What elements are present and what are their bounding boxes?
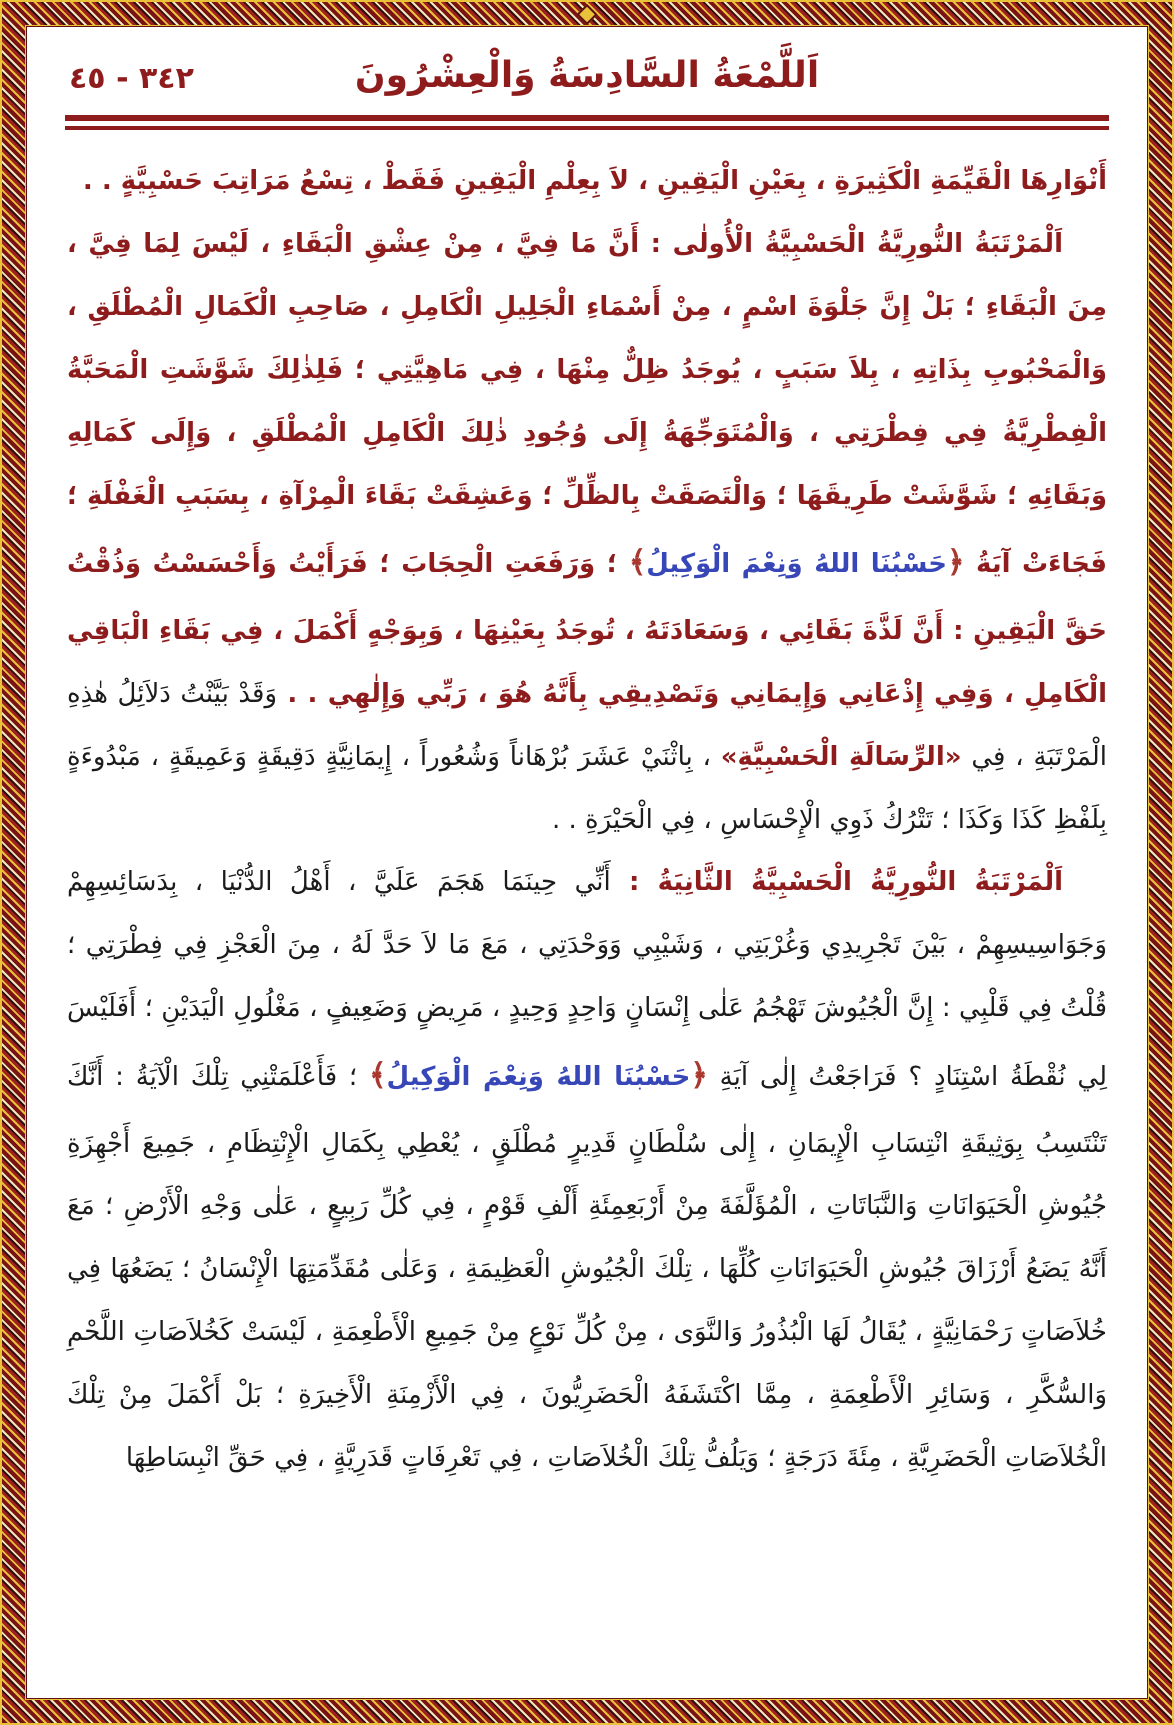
text-segment: ، بِاثْنَيْ عَشَرَ بُرْهَاناً وَشُعُوراً ، إِيمَانِيَّةٍ دَقِيقَةٍ وَعَمِيقَةٍ ، مَبْدُوءَةٍ بِلَفْظِ كَذَا وَكَذَا ؛ تَتْرُكُ ذَوِي الْإِحْسَاسِ ، فِي الْحَيْرَةِ . . — [67, 741, 1107, 835]
text-segment: وَقَدْ بَيَّنْتُ دَلاَئِلُ هٰذِهِ الْمَرْتَبَةِ ، فِي — [67, 678, 1107, 772]
text-segment: أَنِّي حِينَمَا هَجَمَ عَلَيَّ ، أَهْلُ الدُّنْيَا ، بِدَسَائِسِهِمْ وَجَوَاسِيسِهِمْ ، بَيْنَ تَجْرِيدِي وَغُرْبَتِي ، وَشَيْبِي وَوَحْدَتِي ، مَعَ مَا لاَ حَدَّ لَهُ ، مِنَ الْعَجْزِ فِي فِطْرَتِي ؛ قُلْتُ فِي قَلْبِي : إِنَّ الْجُيُوشَ تَهْجُمُ عَلٰى إِنْسَانٍ وَاحِدٍ وَحِيدٍ ، مَرِيضٍ وَضَعِيفٍ ، مَغْلُولِ الْيَدَيْنِ ؛ أَفَلَيْسَ لِي نُقْطَةُ اسْتِنَادٍ ؟ فَرَاجَعْتُ إِلٰى آيَةِ — [67, 867, 1107, 1093]
page-number: ٣٤٢ - ٤٥ — [69, 61, 194, 96]
text-segment: «الرِّسَالَةِ الْحَسْبِيَّةِ» — [720, 741, 962, 772]
page-header — [63, 45, 1111, 111]
ornate-bracket: ﴿ — [947, 545, 965, 581]
header-divider-rule — [65, 115, 1109, 130]
paragraph — [67, 213, 1107, 852]
page-content-area — [26, 26, 1148, 1699]
top-ornament-diamond-icon — [576, 4, 597, 25]
ornate-bracket: ﴾ — [368, 1058, 387, 1094]
quran-verse: حَسْبُنَا اللهُ وَنِعْمَ الْوَكِيلُ — [646, 549, 947, 580]
ornate-bracket: ﴾ — [628, 545, 647, 581]
text-segment: ؛ فَأَعْلَمَتْنِي تِلْكَ الْآيَةُ : أَنَّكَ تَنْتَسِبُ بِوَثِيقَةِ انْتِسَابِ الْإِيمَانِ ، إِلٰى سُلْطَانٍ قَدِيرٍ مُطْلَقٍ ، يُعْطِي بِكَمَالِ الْإِنْتِظَامِ ، جَمِيعَ أَجْهِزَةِ جُيُوشِ الْحَيَوَانَاتِ وَالنَّبَاتَاتِ ، الْمُؤَلَّفَةَ مِنْ أَرْبَعِمِئَةِ أَلْفِ قَوْمٍ ، فِي كُلِّ رَبِيعٍ ، عَلٰى وَجْهِ الْأَرْضِ ؛ مَعَ أَنَّهُ يَضَعُ أَرْزَاقَ جُيُوشِ الْحَيَوَانَاتِ كُلِّهَا ، تِلْكَ الْجُيُوشِ الْعَظِيمَةِ ، وَعَلٰى مُقَدِّمَتِهَا الْإِنْسَانُ ؛ يَضَعُهَا فِي خُلاَصَاتٍ رَحْمَانِيَّةٍ ، يُقَالُ لَهَا الْبُذُورُ وَالنَّوَى ، مِنْ كُلِّ نَوْعٍ مِنْ جَمِيعِ الْأَطْعِمَةِ ، لَيْسَتْ كَخُلاَصَاتِ اللَّحْمِ وَالسُّكَّرِ ، وَسَائِرِ الْأَطْعِمَةِ ، مِمَّا اكْتَشَفَهُ الْحَضَرِيُّونَ ، فِي الْأَزْمِنَةِ الْأَخِيرَةِ ؛ بَلْ أَكْمَلَ مِنْ تِلْكَ الْخُلاَصَاتِ الْحَضَرِيَّةِ ، مِئَةَ دَرَجَةٍ ؛ وَيَلُفُّ تِلْكَ الْخُلاَصَاتِ ، فِي تَعْرِفَاتٍ قَدَرِيَّةٍ ، فِي حَقِّ انْبِسَاطِهَا — [67, 1062, 1107, 1474]
text-segment: اَلْمَرْتَبَةُ النُّورِيَّةُ الْحَسْبِيَّةُ الْأُولٰى : أَنَّ مَا فِيَّ ، مِنْ عِشْقِ الْبَقَاءِ ، لَيْسَ لِمَا فِيَّ ، مِنَ الْبَقَاءِ ؛ بَلْ إِنَّ جَلْوَةَ اسْمٍ ، مِنْ أَسْمَاءِ الْجَلِيلِ الْكَامِلِ ، صَاحِبِ الْكَمَالِ الْمُطْلَقِ ، وَالْمَحْبُوبِ بِذَاتِهِ ، بِلاَ سَبَبٍ ، يُوجَدُ ظِلٌّ مِنْهَا ، فِي مَاهِيَّتِي ؛ فَلِذٰلِكَ شَوَّشَتِ الْمَحَبَّةُ الْفِطْرِيَّةُ فِي فِطْرَتِي ، وَالْمُتَوَجِّهَةُ إِلَى وُجُودِ ذٰلِكَ الْكَامِلِ الْمُطْلَقِ ، وَإِلَى كَمَالِهِ وَبَقَائِهِ ؛ شَوَّشَتْ طَرِيقَهَا ؛ وَالْتَصَقَتْ بِالظِّلِّ ؛ وَعَشِقَتْ بَقَاءَ الْمِرْآةِ ، بِسَبَبِ الْغَفْلَةِ ؛ فَجَاءَتْ آيَةُ — [67, 228, 1107, 580]
body-text — [63, 130, 1111, 1490]
paragraph — [67, 851, 1107, 1490]
text-segment: أَنْوَارِهَا الْقَيِّمَةِ الْكَثِيرَةِ ، بِعَيْنِ الْيَقِينِ ، لاَ بِعِلْمِ الْيَقِينِ فَقَطْ ، تِسْعُ مَرَاتِبَ حَسْبِيَّةٍ . . — [82, 166, 1107, 196]
ornate-bracket: ﴿ — [690, 1058, 708, 1094]
paragraph — [67, 150, 1107, 213]
page-title: اَللَّمْعَةُ السَّادِسَةُ وَالْعِشْرُونَ — [354, 55, 820, 96]
quran-verse: حَسْبُنَا اللهُ وَنِعْمَ الْوَكِيلُ — [386, 1062, 691, 1093]
text-segment: اَلْمَرْتَبَةُ النُّورِيَّةُ الْحَسْبِيَّةُ الثَّانِيَةُ : — [610, 867, 1063, 898]
text-segment: ؛ وَرَفَعَتِ الْحِجَابَ ؛ فَرَأَيْتُ وَأَحْسَسْتُ وَذُقْتُ حَقَّ الْيَقِينِ : أَنَّ لَذَّةَ بَقَائِي ، وَسَعَادَتَهُ ، تُوجَدُ بِعَيْنِهَا ، وَبِوَجْهٍ أَكْمَلَ ، فِي بَقَاءِ الْبَاقِي الْكَامِلِ ، وَفِي إِذْعَانِي وَإِيمَانِي وَتَصْدِيقِي بِأَنَّهُ هُوَ ، رَبِّي وَإِلٰهِي . . — [67, 549, 1107, 709]
